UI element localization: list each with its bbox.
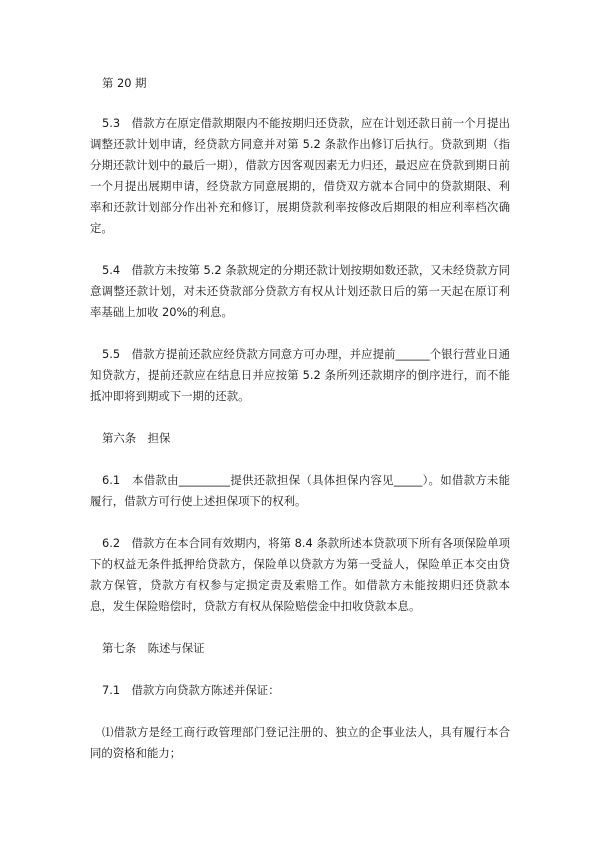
article-7-heading: 第七条 陈述与保证: [102, 641, 205, 655]
article-6-heading: 第六条 担保: [102, 431, 171, 445]
clause-7-1: 7.1 借款方向贷款方陈述并保证：: [102, 683, 280, 697]
clause-7-1-item-1: ⑴借款方是经工商行政管理部门登记注册的、独立的企事业法人，具有履行本合同的资格和能力；: [90, 725, 510, 760]
clause-5-5: 5.5 借款方提前还款应经贷款方同意方可办理，并应提前______个银行营业日通知贷款方，提前还款应在结息日并应按第 5.2 条所列还款期序的倒序进行，而不能抵冲即将到期或下一期的还款。: [90, 347, 510, 403]
clause-6-2: 6.2 借款方在本合同有效期内，将第 8.4 条款所述本贷款项下所有各项保险单项下的权益无条件抵押给贷款方，保险单以贷款方为第一受益人，保险单正本交由贷款方保管，贷款方有权参与定损定责及索赔工作。如借款方未能按期归还贷款本息，发生保险赔偿时，贷款方有权从保险赔偿金中扣收贷款本息。: [90, 536, 510, 613]
clause-6-1: 6.1 本借款由_________提供还款担保（具体担保内容见_____）。如借款方未能履行，借款方可行使上述担保项下的权利。: [90, 473, 510, 508]
clause-5-3: 5.3 借款方在原定借款期限内不能按期归还贷款，应在计划还款日前一个月提出调整还款计划申请，经贷款方同意并对第 5.2 条款作出修订后执行。贷款到期（指分期还款计划中的最后一期），借款方因客观因素无力归还，最迟应在贷款到期日前一个月提出展期申请，经贷款方同意展期的，借贷双方就本合同中的贷款期限、利率和还款计划部分作出补充和修订，展期贷款利率按修改后期限的相应利率档次确定。: [90, 116, 510, 235]
clause-5-4: 5.4 借款方未按第 5.2 条款规定的分期还款计划按期如数还款，又未经贷款方同意调整还款计划，对未还贷款部分贷款方有权从计划还款日后的第一天起在原订利率基础上加收 20%的利息。: [90, 263, 510, 319]
document-body: [90, 73, 510, 764]
period-label: 第 20 期: [102, 76, 147, 90]
